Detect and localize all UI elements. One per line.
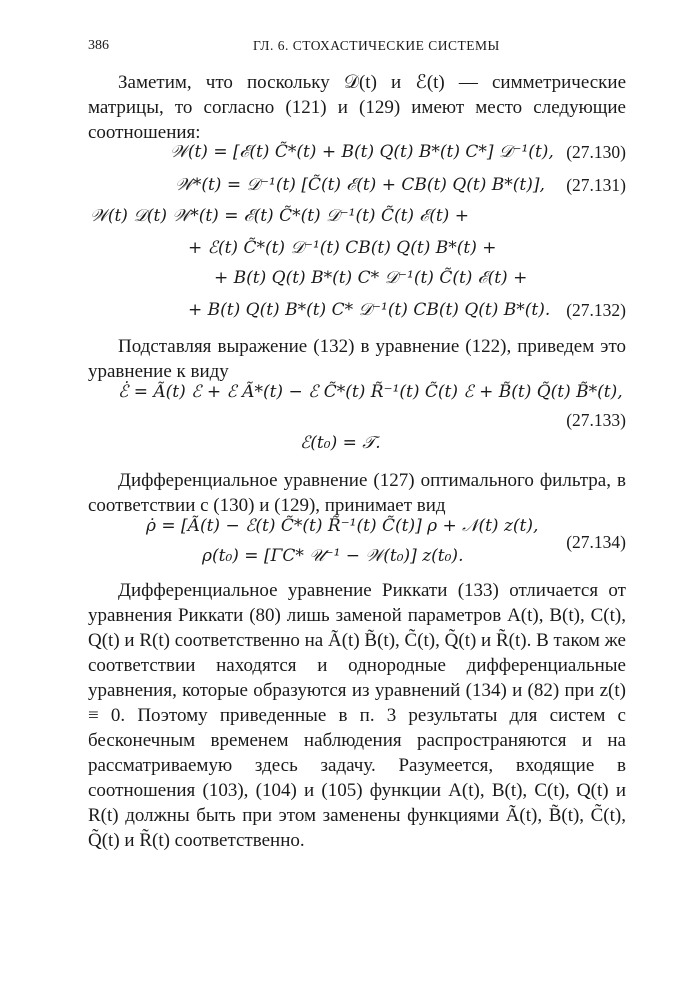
paragraph-3 bbox=[88, 468, 626, 518]
page-number: 386 bbox=[88, 38, 109, 53]
equation-132-line-2: + ℰ(t) C̃*(t) 𝒟⁻¹(t) CB(t) Q(t) B*(t) + bbox=[188, 238, 497, 258]
equation-134-line-1: ρ̇ = [Ã(t) − ℰ(t) C̃*(t) R̃⁻¹(t) C̃(t)] ρ + 𝒩(t) z(t), bbox=[146, 516, 539, 536]
running-title: ГЛ. 6. СТОХАСТИЧЕСКИЕ СИСТЕМЫ bbox=[253, 38, 500, 53]
equation-131: 𝒲*(t) = 𝒟⁻¹(t) [C̃(t) ℰ(t) + CB(t) Q(t) B*(t)], bbox=[175, 175, 545, 195]
paragraph-text: Дифференциальное уравнение (127) оптимального фильтра, в соответствии с (130) и (129), принимает вид bbox=[88, 470, 626, 516]
equation-134-line-2: ρ(t₀) = [ΓC* 𝒰⁻¹ − 𝒲(t₀)] z(t₀). bbox=[202, 546, 464, 566]
equation-132-line-1: 𝒲(t) 𝒟(t) 𝒲*(t) = ℰ(t) C̃*(t) 𝒟⁻¹(t) C̃(t) ℰ(t) + bbox=[90, 206, 469, 226]
paragraph-4 bbox=[88, 578, 626, 853]
paragraph-1 bbox=[88, 70, 626, 145]
equation-132-line-3: + B(t) Q(t) B*(t) C* 𝒟⁻¹(t) C̃(t) ℰ(t) + bbox=[214, 268, 528, 288]
equation-133-line-2: ℰ(t₀) = 𝒯. bbox=[300, 433, 381, 453]
paragraph-text: Подставляя выражение (132) в уравнение (122), приведем это уравнение к виду bbox=[88, 336, 626, 382]
paragraph-2 bbox=[88, 334, 626, 384]
equation-number-132: (27.132) bbox=[566, 300, 626, 320]
equation-number-134: (27.134) bbox=[566, 532, 626, 552]
page-header bbox=[88, 38, 626, 58]
equation-130: 𝒲(t) = [ℰ(t) C̃*(t) + B(t) Q(t) B*(t) C*] 𝒟⁻¹(t), bbox=[170, 142, 554, 162]
paragraph-text: Заметим, что поскольку 𝒟(t) и ℰ(t) — симметрические матрицы, то согласно (121) и (129) имеют место следующие соотношения: bbox=[88, 72, 626, 143]
equation-132-line-4: + B(t) Q(t) B*(t) C* 𝒟⁻¹(t) CB(t) Q(t) B*(t). bbox=[188, 300, 551, 320]
equation-number-130: (27.130) bbox=[566, 142, 626, 162]
equation-number-131: (27.131) bbox=[566, 175, 626, 195]
equation-number-133: (27.133) bbox=[566, 410, 626, 430]
equation-133-line-1: ℰ̇ = Ã(t) ℰ + ℰ Ã*(t) − ℰ C̃*(t) R̃⁻¹(t) C̃(t) ℰ + B̃(t) Q̃(t) B̃*(t), bbox=[118, 382, 623, 402]
paragraph-text: Дифференциальное уравнение Риккати (133) отличается от уравнения Риккати (80) лишь заменой параметров A(t), B(t), C(t), Q(t) и R(t) соответственно на Ã(t) B̃(t), C̃(t), Q̃(t) и R̃(t). В таком же соответствии находятся и однородные дифференциальные уравнения, которые образуются из уравнений (134) и (82) при z(t) ≡ 0. Поэтому приведенные в п. 3 результаты для систем с бесконечным временем наблюдения распространяются и на рассматриваемую здесь задачу. Разумеется, входящие в соотношения (103), (104) и (105) функции A(t), B(t), C(t), Q(t) и R(t) должны быть при этом заменены функциями Ã(t), B̃(t), C̃(t), Q̃(t) и R̃(t) соответственно. bbox=[88, 580, 626, 851]
